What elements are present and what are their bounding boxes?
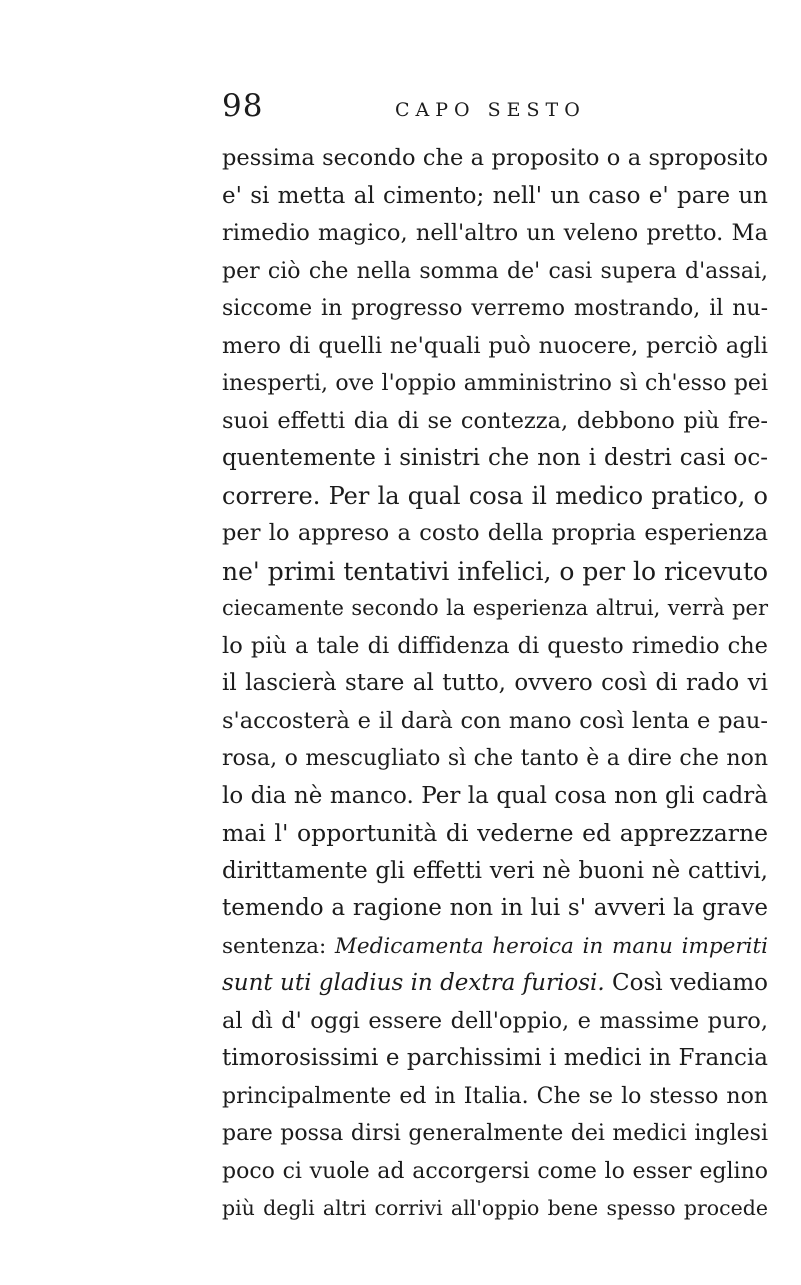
text-line: sentenza: Medicamenta heroica in manu imperiti [222, 933, 768, 959]
body-text [222, 140, 768, 1228]
text-line: il lascierà stare al tutto, ovvero così di rado vi [222, 670, 768, 696]
text-line: per ciò che nella somma de' casi supera d'assai, [222, 258, 768, 284]
text-line: temendo a ragione non in lui s' avveri la grave [222, 895, 768, 921]
running-head: CAPO SESTO [395, 99, 586, 121]
text-line: rosa, o mescugliato sì che tanto è a dire che non [222, 746, 768, 771]
page-number: 98 [222, 88, 264, 124]
text-line: e' si metta al cimento; nell' un caso e' pare un [222, 182, 768, 209]
text-line: rimedio magico, nell'altro un veleno pretto. Ma [222, 220, 768, 246]
text-line: lo più a tale di diffidenza di questo rimedio che [222, 632, 768, 659]
text-line: al dì d' oggi essere dell'oppio, e massime puro, [222, 1007, 768, 1034]
text-line: per lo appreso a costo della propria esperienza [222, 520, 768, 546]
text-line: ne' primi tentativi infelici, o per lo ricevuto [222, 556, 769, 586]
text-line: ciecamente secondo la esperienza altrui, verrà per [222, 596, 768, 620]
text-line: quentemente i sinistri che non i destri casi oc- [222, 445, 768, 471]
text-line: mero di quelli ne'quali può nuocere, perciò agli [222, 332, 768, 359]
text-line: lo dia nè manco. Per la qual cosa non gli cadrà [222, 782, 768, 809]
text-line: pare possa dirsi generalmente dei medici inglesi [222, 1121, 768, 1146]
text-line: più degli altri corrivi all'oppio bene spesso procede [222, 1196, 768, 1220]
text-line: correre. Per la qual cosa il medico pratico, o [222, 481, 768, 510]
latin-quote: Medicamenta heroica in manu imperiti [334, 933, 768, 959]
text-line: suoi effetti dia di se contezza, debbono più fre- [222, 407, 768, 434]
page-header [0, 88, 801, 128]
text-line: principalmente ed in Italia. Che se lo stesso non [222, 1083, 768, 1109]
text-line: s'accosterà e il darà con mano così lenta e pau- [222, 707, 768, 734]
text-line: inesperti, ove l'oppio amministrino sì ch'esso pei [222, 371, 768, 396]
latin-quote: sunt uti gladius in dextra furiosi. [222, 970, 605, 996]
text-line: pessima secondo che a proposito o a sproposito [222, 145, 768, 171]
text-line: poco ci vuole ad accorgersi come lo esser eglino [222, 1158, 768, 1184]
text-line: sunt uti gladius in dextra furiosi. Così vediamo [222, 970, 769, 996]
text-line: timorosissimi e parchissimi i medici in Francia [222, 1045, 768, 1071]
text-line: siccome in progresso verremo mostrando, il nu- [222, 296, 768, 321]
text-line: mai l' opportunità di vederne ed apprezzarne [222, 819, 768, 847]
text-line: dirittamente gli effetti veri nè buoni nè cattivi, [222, 857, 768, 884]
